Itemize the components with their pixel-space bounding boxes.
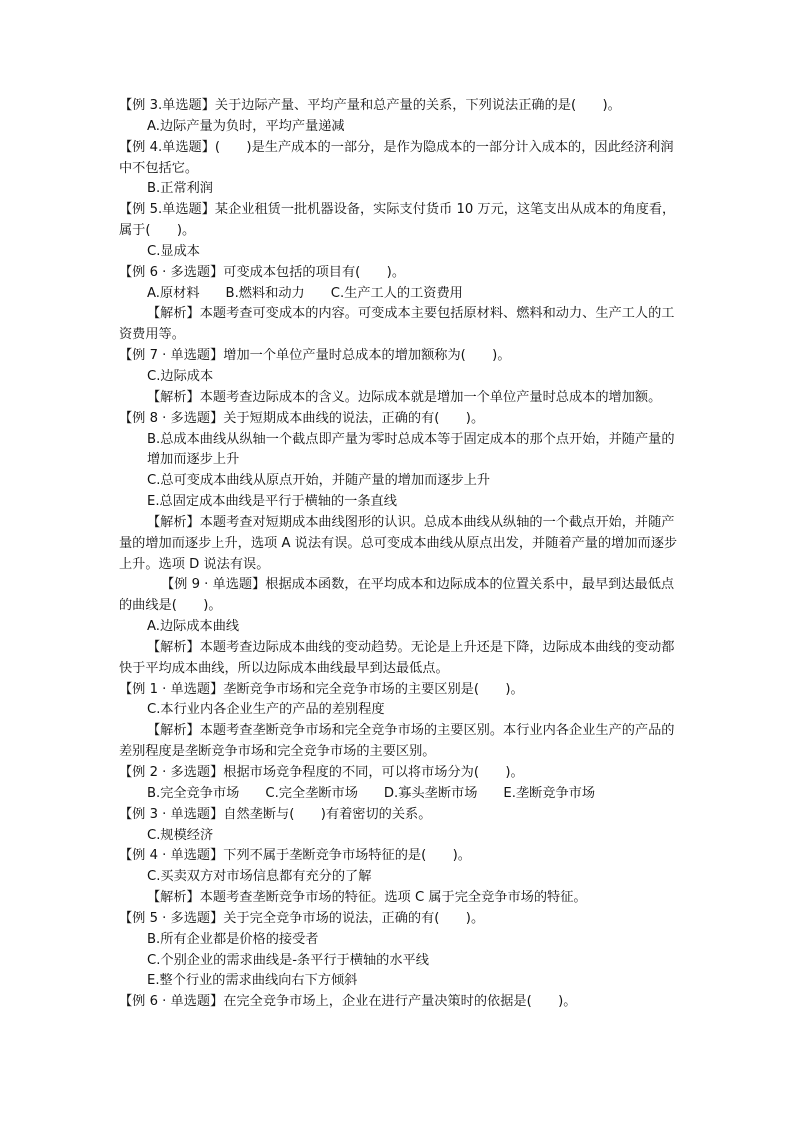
answer-line: C.总可变成本曲线从原点开始，并随产量的增加而逐步上升 <box>147 473 491 489</box>
option-item: C.完全垄断市场 <box>265 785 358 801</box>
answer-line: B.总成本曲线从纵轴一个截点即产量为零时总成本等于固定成本的那个点开始，并随产量的增加而逐步上升 <box>147 431 675 468</box>
question-line-indented: 【例 9 · 单选题】根据成本函数，在平均成本和边际成本的位置关系中，最早到达最低点的曲线是( )。 <box>119 577 675 614</box>
answer-line: E.总固定成本曲线是平行于横轴的一条直线 <box>147 494 397 510</box>
answer-line: C.规模经济 <box>147 827 214 843</box>
analysis-paragraph: 【解析】本题考查可变成本的内容。可变成本主要包括原材料、燃料和动力、生产工人的工资费用等。 <box>119 306 675 343</box>
answer-line: C.显成本 <box>147 243 200 259</box>
question-line: 【例 5.单选题】某企业租赁一批机器设备，实际支付货币 10 万元，这笔支出从成本的角度看，属于( )。 <box>119 202 676 239</box>
options-row <box>119 284 679 305</box>
analysis-paragraph: 【解析】本题考查垄断竞争市场的特征。选项 C 属于完全竞争市场的特征。 <box>147 890 587 906</box>
answer-line: C.买卖双方对市场信息都有充分的了解 <box>147 869 372 885</box>
answer-line: A.边际成本曲线 <box>147 619 240 635</box>
analysis-paragraph: 【解析】本题考查边际成本的含义。边际成本就是增加一个单位产量时总成本的增加额。 <box>147 389 662 405</box>
answer-line: A.边际产量为负时，平均产量递减 <box>147 118 345 134</box>
option-item: B.燃料和动力 <box>225 285 305 301</box>
options-row <box>119 784 679 805</box>
option-item: D.寡头垄断市场 <box>383 785 478 801</box>
answer-line: B.正常利润 <box>147 181 213 197</box>
answer-line: C.个别企业的需求曲线是-条平行于横轴的水平线 <box>147 952 429 968</box>
question-line: 【例 3 · 单选题】自然垄断与( )有着密切的关系。 <box>119 806 432 822</box>
question-line: 【例 4 · 单选题】下列不属于垄断竞争市场特征的是( )。 <box>119 848 471 864</box>
answer-line: C.边际成本 <box>147 368 214 384</box>
answer-line: B.所有企业都是价格的接受者 <box>147 931 319 947</box>
option-item: C.生产工人的工资费用 <box>330 285 463 301</box>
question-line: 【例 3.单选题】关于边际产量、平均产量和总产量的关系，下列说法正确的是( )。 <box>119 98 621 113</box>
analysis-paragraph: 【解析】本题考查边际成本曲线的变动趋势。无论是上升还是下降，边际成本曲线的变动都快于平均成本曲线，所以边际成本曲线最早到达最低点。 <box>119 639 675 676</box>
document-body <box>119 96 679 1013</box>
analysis-paragraph: 【解析】本题考查对短期成本曲线图形的认识。总成本曲线从纵轴的一个截点开始，并随产量的增加而逐步上升，选项 A 说法有误。总可变成本曲线从原点出发，并随着产量的增加而逐步上升。选项 D 说法有误。 <box>119 514 678 572</box>
option-item: E.垄断竞争市场 <box>503 785 596 801</box>
question-line: 【例 8 · 多选题】关于短期成本曲线的说法，正确的有( )。 <box>119 410 485 426</box>
question-line: 【例 7 · 单选题】增加一个单位产量时总成本的增加额称为( )。 <box>119 348 511 364</box>
option-item: B.完全竞争市场 <box>147 785 240 801</box>
answer-line: E.整个行业的需求曲线向右下方倾斜 <box>147 973 358 989</box>
question-line: 【例 6 · 单选题】在完全竞争市场上，企业在进行产量决策时的依据是( )。 <box>119 994 577 1010</box>
option-item: A.原材料 <box>147 285 200 301</box>
question-line: 【例 4.单选题】( )是生产成本的一部分，是作为隐成本的一部分计入成本的，因此经济利润中不包括它。 <box>119 139 674 176</box>
analysis-paragraph: 【解析】本题考查垄断竞争市场和完全竞争市场的主要区别。本行业内各企业生产的产品的差别程度是垄断竞争市场和完全竞争市场的主要区别。 <box>119 723 675 760</box>
answer-line: C.本行业内各企业生产的产品的差别程度 <box>147 702 385 718</box>
question-line: 【例 2 · 多选题】根据市场竞争程度的不同，可以将市场分为( )。 <box>119 765 524 780</box>
question-line: 【例 1 · 单选题】垄断竞争市场和完全竞争市场的主要区别是( )。 <box>119 681 524 697</box>
question-line: 【例 5 · 多选题】关于完全竞争市场的说法，正确的有( )。 <box>119 910 485 926</box>
question-line: 【例 6 · 多选题】可变成本包括的项目有( )。 <box>119 264 406 280</box>
